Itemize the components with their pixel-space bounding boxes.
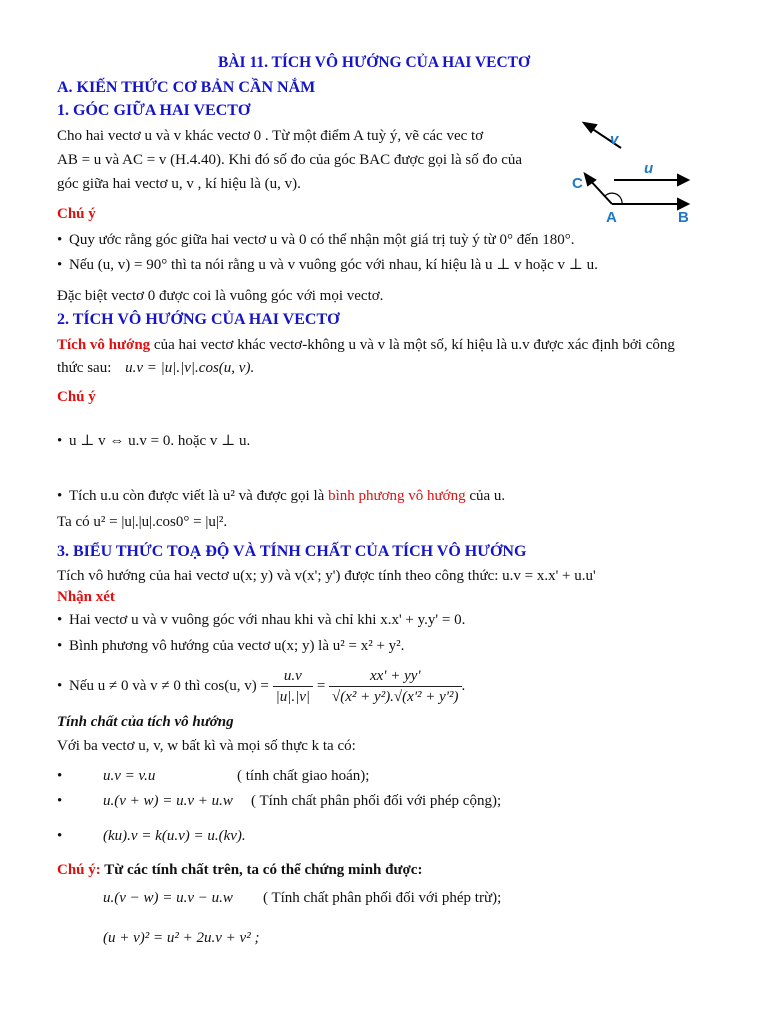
s3-corollary-1-formula: u.(v − w) = u.v − u.w — [103, 890, 233, 906]
bullet-icon: • — [57, 793, 63, 809]
bullet-icon: • — [57, 638, 63, 654]
s1-line-2: AB = u và AC = v (H.4.40). Khi đó số đo của góc BAC được gọi là số đo của — [57, 152, 523, 168]
cos-fraction-2 — [329, 666, 461, 707]
s3-chuy-label: Chú ý: — [57, 862, 101, 878]
cos-fraction-2-num: xx' + yy' — [329, 666, 461, 687]
bullet-icon: • — [57, 828, 63, 844]
s2-definition-text: của hai vectơ khác vectơ-không u và v là một số, kí hiệu là u.v được xác định bởi công — [150, 337, 675, 353]
s3-prop-3-formula: (ku).v = k(u.v) = u.(kv). — [103, 828, 246, 844]
s3-prop-2-formula: u.(v + w) = u.v + u.w — [103, 793, 233, 809]
s2-perp — [57, 432, 250, 451]
s3-props-intro: Với ba vectơ u, v, w bất kì và mọi số thực k ta có: — [57, 738, 356, 754]
s2-definition — [57, 336, 675, 355]
s2-note-label: Chú ý — [57, 389, 96, 405]
section-a-heading: A. KIẾN THỨC CƠ BẢN CẦN NẮM — [57, 79, 316, 96]
bullet-icon: • — [57, 677, 63, 694]
figure-label-b: B — [678, 209, 689, 226]
s2-perp-text: u ⊥ v ⇔ u.v = 0. hoặc v ⊥ u. — [69, 433, 251, 449]
figure-label-v: v — [610, 131, 619, 148]
cos-fraction-1-num: u.v — [273, 666, 313, 687]
s1-note-label: Chú ý — [57, 206, 96, 222]
s3-nhanxet-label: Nhận xét — [57, 589, 115, 605]
figure-label-c: C — [572, 175, 583, 192]
section-1-heading: 1. GÓC GIỮA HAI VECTƠ — [57, 102, 251, 119]
s3-nx-1-text: Hai vectơ u và v vuông góc với nhau khi và chỉ khi x.x' + y.y' = 0. — [69, 612, 466, 628]
s3-nx-2 — [57, 637, 404, 656]
s2-square-post: của u. — [465, 488, 506, 504]
s3-nx-2-text: Bình phương vô hướng của vectơ u(x; y) là u² = x² + y². — [69, 638, 405, 654]
section-2-heading: 2. TÍCH VÔ HƯỚNG CỦA HAI VECTƠ — [57, 311, 340, 328]
s1-line-3: góc giữa hai vectơ u, v , kí hiệu là (u, v). — [57, 176, 301, 192]
s2-taco: Ta có u² = |u|.|u|.cos0° = |u|². — [57, 514, 228, 530]
s3-prop-3 — [57, 827, 246, 846]
s2-definition-term: Tích vô hướng — [57, 337, 151, 353]
s2-square-pre: Tích u.u còn được viết là u² và được gọi là — [69, 488, 329, 504]
s3-chuy-text: Từ các tính chất trên, ta có thể chứng minh được: — [100, 862, 423, 878]
s3-prop-2-note: ( Tính chất phân phối đối với phép cộng); — [251, 793, 502, 809]
bullet-icon: • — [57, 612, 63, 628]
s3-corollary-1-note: ( Tính chất phân phối đối với phép trừ); — [263, 890, 502, 906]
s3-nx-3-pre: Nếu u ≠ 0 và v ≠ 0 thì cos(u, v) = — [69, 677, 269, 694]
s3-intro: Tích vô hướng của hai vectơ u(x; y) và v(x'; y') được tính theo công thức: u.v = x.x' + u.u' — [57, 568, 596, 584]
figure-label-u: u — [644, 160, 654, 177]
s2-square — [57, 487, 505, 506]
s1-note-1 — [57, 231, 574, 250]
s1-line-1: Cho hai vectơ u và v khác vectơ 0 . Từ một điểm A tuỳ ý, vẽ các vec tơ — [57, 128, 484, 144]
s3-prop-1-note: ( tính chất giao hoán); — [237, 768, 370, 784]
s1-note-2 — [57, 256, 598, 275]
s3-prop-2 — [57, 792, 501, 811]
s3-props-heading: Tính chất của tích vô hướng — [57, 714, 234, 730]
bullet-icon: • — [57, 232, 63, 248]
bullet-icon: • — [57, 768, 63, 784]
s3-corollary-1 — [103, 889, 501, 908]
s2-square-term: bình phương vô hướng — [328, 488, 466, 504]
s2-definition-text-2: thức sau: — [57, 360, 112, 376]
s1-note-3: Đặc biệt vectơ 0 được coi là vuông góc với mọi vectơ. — [57, 288, 384, 304]
s2-formula: u.v = |u|.|v|.cos(u, v). — [125, 360, 255, 376]
bullet-icon: • — [57, 433, 63, 449]
cos-fraction-1 — [273, 666, 313, 707]
vector-angle-figure — [566, 118, 706, 228]
s3-corollary-2 — [103, 929, 259, 948]
cos-fraction-2-den: √(x² + y²).√(x'² + y'²) — [332, 689, 459, 705]
s3-prop-1-formula: u.v = v.u — [103, 768, 156, 784]
s3-chuy — [57, 861, 422, 880]
s3-nx-1 — [57, 611, 465, 630]
lesson-title: BÀI 11. TÍCH VÔ HƯỚNG CỦA HAI VECTƠ — [218, 54, 531, 71]
section-3-heading: 3. BIỂU THỨC TOẠ ĐỘ VÀ TÍNH CHẤT CỦA TÍCH VÔ HƯỚNG — [57, 543, 527, 560]
figure-label-a: A — [606, 209, 617, 226]
bullet-icon: • — [57, 257, 63, 273]
s3-nx-3: • Nếu u ≠ 0 và v ≠ 0 thì cos(u, v) = $\frac{u.v}{|u|.|v|}$ = $\frac{xx' + yy'}{\text{√(x² + y²).√(x'² + y'²)}}$ . — [57, 668, 466, 705]
s3-corollary-2-formula: (u + v)² = u² + 2u.v + v² ; — [103, 930, 260, 946]
s1-note-2-text: Nếu (u, v) = 90° thì ta nói rằng u và v vuông góc với nhau, kí hiệu là u ⊥ v hoặc v ⊥ u. — [69, 257, 598, 273]
bullet-icon: • — [57, 488, 63, 504]
s1-note-1-text: Quy ước rằng góc giữa hai vectơ u và 0 có thể nhận một giá trị tuỳ ý từ 0° đến 180°. — [69, 232, 575, 248]
s2-definition-2 — [57, 359, 254, 378]
cos-fraction-1-den: |u|.|v| — [275, 689, 311, 705]
s3-prop-1 — [57, 767, 369, 786]
